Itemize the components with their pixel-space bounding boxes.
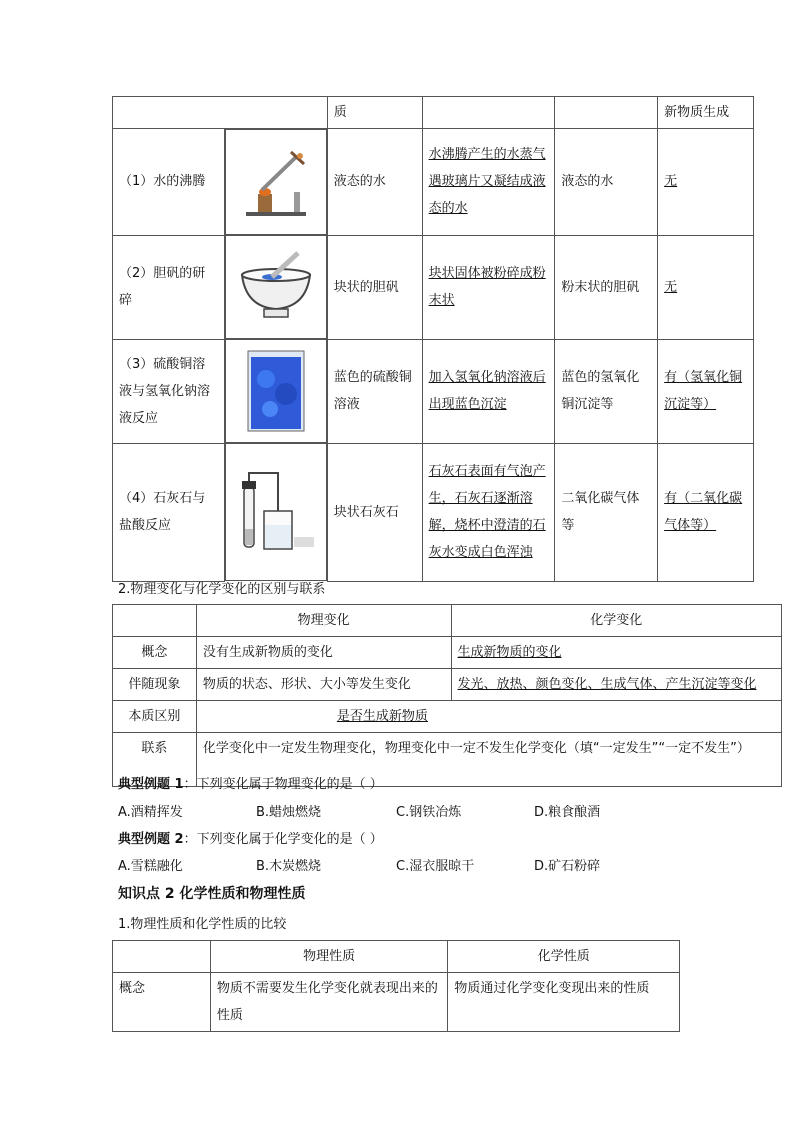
boiling-apparatus-icon	[225, 129, 327, 235]
new-substance: 无	[658, 129, 754, 236]
example-question: ：下列变化属于化学变化的是（ ）	[183, 832, 383, 847]
relation-cell: 化学变化中一定发生物理变化，物理变化中一定不发生化学变化（填“一定发生”“一定不发生”）	[196, 733, 781, 787]
table-row	[113, 443, 754, 581]
physical-cell: 物质的状态、形状、大小等发生变化	[196, 669, 451, 701]
before-state: 液态的水	[327, 129, 422, 236]
before-state: 蓝色的硫酸铜溶液	[327, 339, 422, 443]
essence-value: 是否生成新物质	[336, 709, 428, 724]
experiment-name: （1）水的沸腾	[113, 129, 225, 236]
phenomenon: 块状固体被粉碎成粉末状	[422, 235, 555, 339]
after-state: 粉末状的胆矾	[555, 235, 658, 339]
phenomenon: 石灰石表面有气泡产生，石灰石逐渐溶解，烧杯中澄清的石灰水变成白色浑浊	[422, 443, 555, 581]
phenomenon: 水沸腾产生的水蒸气遇玻璃片又凝结成液态的水	[422, 129, 555, 236]
option-a: A.酒精挥发	[118, 805, 183, 820]
new-substance: 有（二氧化碳气体等）	[658, 443, 754, 581]
chemical-cell: 发光、放热、颜色变化、生成气体、产生沉淀等变化	[451, 669, 782, 701]
essence-cell	[196, 701, 781, 733]
header-physical: 物理性质	[210, 941, 448, 973]
row-label: 联系	[113, 733, 197, 787]
mortar-pestle-icon	[225, 235, 327, 339]
new-substance: 无	[658, 235, 754, 339]
table-row	[113, 637, 782, 669]
row-label: 概念	[113, 637, 197, 669]
new-substance: 有（氢氧化铜沉淀等）	[658, 339, 754, 443]
table-row	[113, 339, 754, 443]
row-label: 概念	[113, 973, 211, 1032]
header-cell: 新物质生成	[658, 97, 754, 129]
table-row	[113, 235, 754, 339]
experiment-name: （4）石灰石与盐酸反应	[113, 443, 225, 581]
header-cell	[555, 97, 658, 129]
table-row	[113, 129, 754, 236]
section-title: 2.物理变化与化学变化的区别与联系	[118, 582, 326, 597]
before-state: 块状的胆矾	[327, 235, 422, 339]
knowledge-point-title: 知识点 2 化学性质和物理性质	[118, 886, 306, 902]
example-label: 典型例题 1	[118, 777, 184, 792]
header-cell	[113, 97, 328, 129]
phenomenon: 加入氢氧化钠溶液后出现蓝色沉淀	[422, 339, 555, 443]
example-1	[118, 773, 383, 792]
header-cell	[113, 605, 197, 637]
before-state: 块状石灰石	[327, 443, 422, 581]
row-label: 本质区别	[113, 701, 197, 733]
after-state: 二氧化碳气体等	[555, 443, 658, 581]
header-chemical: 化学变化	[451, 605, 782, 637]
subsection-title: 1.物理性质和化学性质的比较	[118, 917, 287, 932]
header-cell	[422, 97, 555, 129]
example-label: 典型例题 2	[118, 832, 184, 847]
properties-table	[112, 940, 680, 1032]
option-c: C.钢铁冶炼	[396, 805, 462, 820]
comparison-table-2	[112, 604, 782, 787]
header-physical: 物理变化	[196, 605, 451, 637]
option-d: D.矿石粉碎	[534, 859, 601, 874]
after-state: 液态的水	[555, 129, 658, 236]
physical-cell: 没有生成新物质的变化	[196, 637, 451, 669]
option-b: B.木炭燃烧	[256, 859, 322, 874]
option-a: A.雪糕融化	[118, 859, 183, 874]
table-row	[113, 973, 680, 1032]
option-d: D.粮食酿酒	[534, 805, 601, 820]
table-row	[113, 701, 782, 733]
header-cell	[113, 941, 211, 973]
experiment-name: （2）胆矾的研碎	[113, 235, 225, 339]
option-b: B.蜡烛燃烧	[256, 805, 322, 820]
header-chemical: 化学性质	[448, 941, 680, 973]
blue-beaker-icon	[225, 339, 327, 443]
chemical-cell: 生成新物质的变化	[451, 637, 782, 669]
row-label: 伴随现象	[113, 669, 197, 701]
experiment-name: （3）硫酸铜溶液与氢氧化钠溶液反应	[113, 339, 225, 443]
after-state: 蓝色的氢氧化铜沉淀等	[555, 339, 658, 443]
chemical-cell: 物质通过化学变化变现出来的性质	[448, 973, 680, 1032]
option-c: C.湿衣服晾干	[396, 859, 475, 874]
header-cell: 质	[327, 97, 422, 129]
comparison-table-1	[112, 96, 754, 582]
physical-cell: 物质不需要发生化学变化就表现出来的性质	[210, 973, 448, 1032]
gas-apparatus-icon	[225, 443, 327, 581]
table-row	[113, 669, 782, 701]
example-question: ：下列变化属于物理变化的是（ ）	[183, 777, 383, 792]
example-2	[118, 828, 383, 847]
